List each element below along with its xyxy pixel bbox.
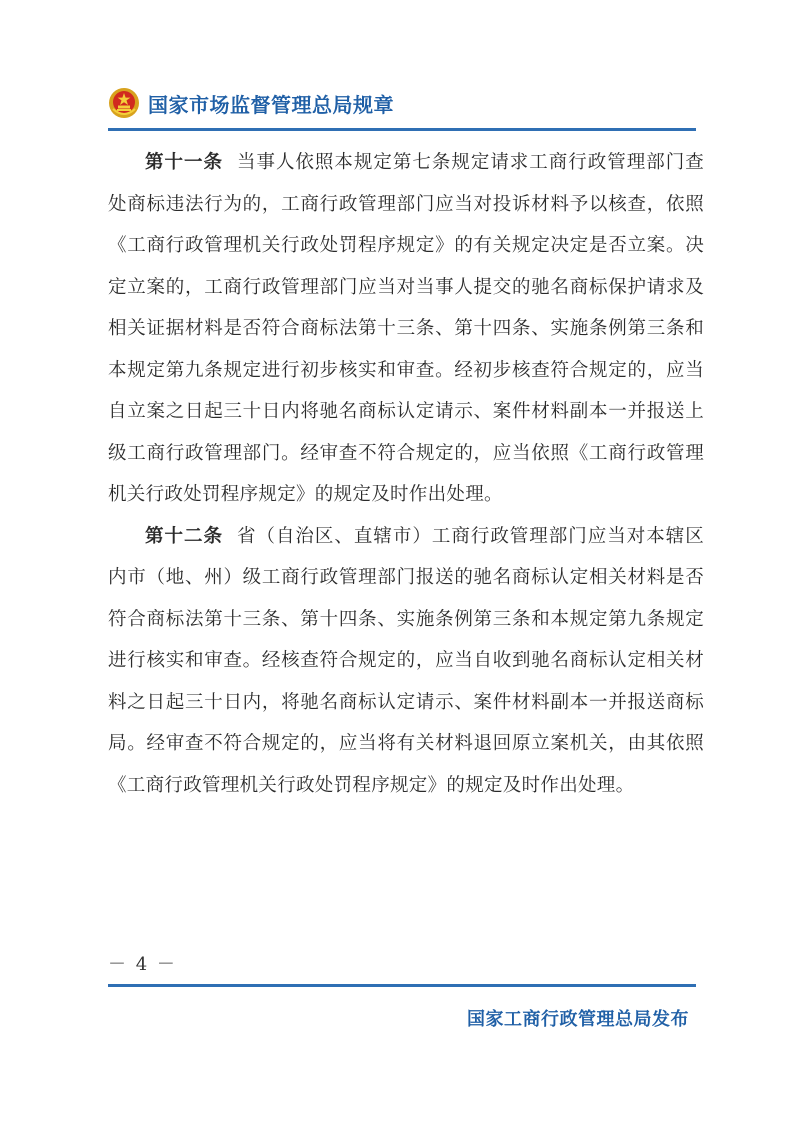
- footer-publisher: 国家工商行政管理总局发布: [467, 1009, 689, 1030]
- article-paragraph: [108, 516, 704, 807]
- header-divider: [108, 128, 696, 131]
- article-paragraph: [108, 142, 704, 516]
- article-number: 第十二条: [145, 525, 223, 547]
- page-number: － 4 －: [108, 954, 177, 975]
- document-header: [108, 86, 394, 120]
- document-body: [108, 142, 704, 806]
- national-emblem-icon: [108, 87, 140, 119]
- footer-divider: [108, 984, 696, 987]
- article-text: 当事人依照本规定第七条规定请求工商行政管理部门查处商标违法行为的，工商行政管理部门应当对投诉材料予以核查，依照《工商行政管理机关行政处罚程序规定》的有关规定决定是否立案。决定立案的，工商行政管理部门应当对当事人提交的驰名商标保护请求及相关证据材料是否符合商标法第十三条、第十四条、实施条例第三条和本规定第九条规定进行初步核实和审查。经初步核查符合规定的，应当自立案之日起三十日内将驰名商标认定请示、案件材料副本一并报送上级工商行政管理部门。经审查不符合规定的，应当依照《工商行政管理机关行政处罚程序规定》的规定及时作出处理。: [108, 152, 705, 505]
- header-title: 国家市场监督管理总局规章: [148, 92, 394, 117]
- article-number: 第十一条: [145, 152, 223, 173]
- article-text: 省（自治区、直辖市）工商行政管理部门应当对本辖区内市（地、州）级工商行政管理部门报送的驰名商标认定相关材料是否符合商标法第十三条、第十四条、实施条例第三条和本规定第九条规定进行核实和审查。经核查符合规定的，应当自收到驰名商标认定相关材料之日起三十日内，将驰名商标认定请示、案件材料副本一并报送商标局。经审查不符合规定的，应当将有关材料退回原立案机关，由其依照《工商行政管理机关行政处罚程序规定》的规定及时作出处理。: [108, 525, 705, 796]
